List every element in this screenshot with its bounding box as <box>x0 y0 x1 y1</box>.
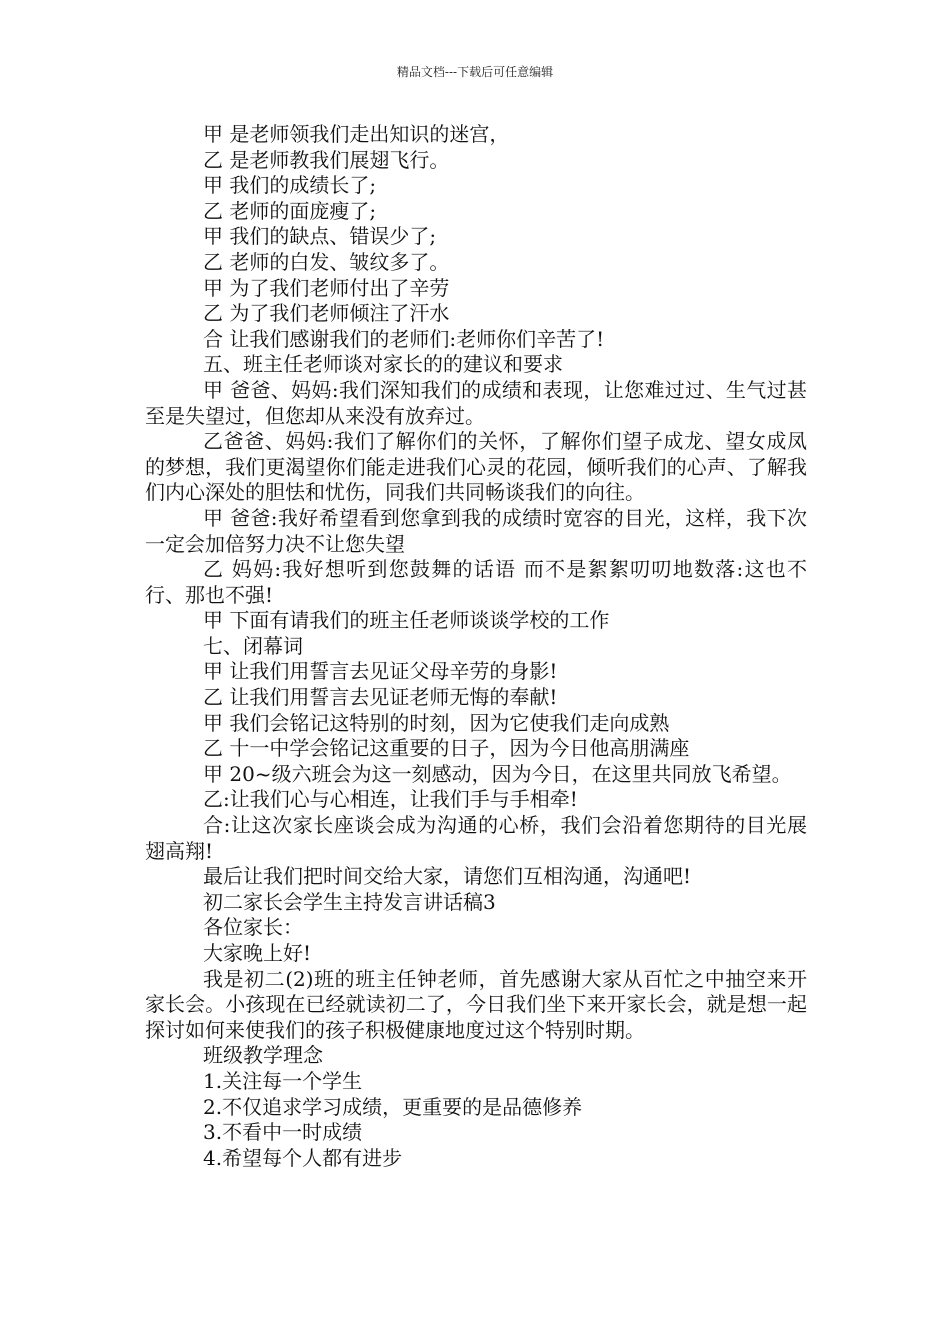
paragraph: 甲 让我们用誓言去见证父母辛劳的身影! <box>203 659 558 684</box>
paragraph: 乙 让我们用誓言去见证老师无悔的奉献! <box>203 685 558 710</box>
list-item: 1.关注每一个学生 <box>203 1068 363 1093</box>
paragraph: 甲 是老师领我们走出知识的迷宫， <box>203 122 510 146</box>
salutation: 各位家长： <box>203 915 303 940</box>
greeting: 大家晚上好! <box>203 941 312 965</box>
paragraph: 乙:让我们心与心相连，让我们手与手相牵! <box>203 787 578 812</box>
section-heading: 五、班主任老师谈对家长的的建议和要求 <box>203 352 563 377</box>
paragraph: 甲 我们的成绩长了; <box>203 173 377 198</box>
paragraph: 乙 为了我们老师倾注了汗水 <box>203 301 450 326</box>
paragraph: 乙 十一中学会铭记这重要的日子，因为今日他高朋满座 <box>203 736 690 761</box>
page-header: 精品文档---下载后可任意编辑 <box>396 65 554 79</box>
paragraph: 乙 老师的白发、皱纹多了。 <box>203 249 450 274</box>
section-heading: 班级教学理念 <box>203 1043 323 1068</box>
paragraph: 甲 我们会铭记这特别的时刻，因为它使我们走向成熟 <box>203 710 670 735</box>
document-title: 初二家长会学生主持发言讲话稿3 <box>203 889 496 914</box>
paragraph: 甲 为了我们老师付出了辛劳 <box>203 275 450 300</box>
paragraph: 我是初二(2)班的班主任钟老师，首先感谢大家从百忙之中抽空来开家长会。小孩现在已经就读初二了，今日我们坐下来开家长会，就是想一起探讨如何来使我们的孩子积极健康地度过这个特别时期。 <box>145 966 807 1042</box>
paragraph: 甲 下面有请我们的班主任老师谈谈学校的工作 <box>203 608 610 633</box>
paragraph: 乙爸爸、妈妈:我们了解你们的关怀，了解你们望子成龙、望女成凤的梦想，我们更渴望你们能走进我们心灵的花园，倾听我们的心声、了解我们内心深处的胆怯和忧伤，同我们共同畅谈我们的向往。 <box>145 429 807 505</box>
paragraph: 最后让我们把时间交给大家，请您们互相沟通，沟通吧! <box>203 864 692 889</box>
document-body <box>145 122 807 1171</box>
list-item: 2.不仅追求学习成绩，更重要的是品德修养 <box>203 1094 583 1119</box>
paragraph: 乙 妈妈:我好想听到您鼓舞的话语 而不是絮絮叨叨地数落:这也不行、那也不强! <box>145 557 807 607</box>
paragraph: 甲 爸爸、妈妈:我们深知我们的成绩和表现，让您难过过、生气过甚至是失望过，但您却从来没有放弃过。 <box>145 377 807 428</box>
section-heading: 七、闭幕词 <box>203 633 303 658</box>
list-item: 4.希望每个人都有进步 <box>203 1145 403 1170</box>
paragraph: 甲 我们的缺点、错误少了; <box>203 224 437 249</box>
paragraph: 合 让我们感谢我们的老师们:老师你们辛苦了! <box>203 326 605 351</box>
paragraph: 甲 20~级六班会为这一刻感动，因为今日，在这里共同放飞希望。 <box>203 761 792 786</box>
list-item: 3.不看中一时成绩 <box>203 1120 363 1145</box>
paragraph: 甲 爸爸:我好希望看到您拿到我的成绩时宽容的目光，这样，我下次一定会加倍努力决不让您失望 <box>145 505 807 556</box>
paragraph: 乙 老师的面庞瘦了; <box>203 198 377 223</box>
paragraph: 合:让这次家长座谈会成为沟通的心桥，我们会沿着您期待的目光展翅高翔! <box>145 813 807 863</box>
paragraph: 乙 是老师教我们展翅飞行。 <box>203 147 450 172</box>
